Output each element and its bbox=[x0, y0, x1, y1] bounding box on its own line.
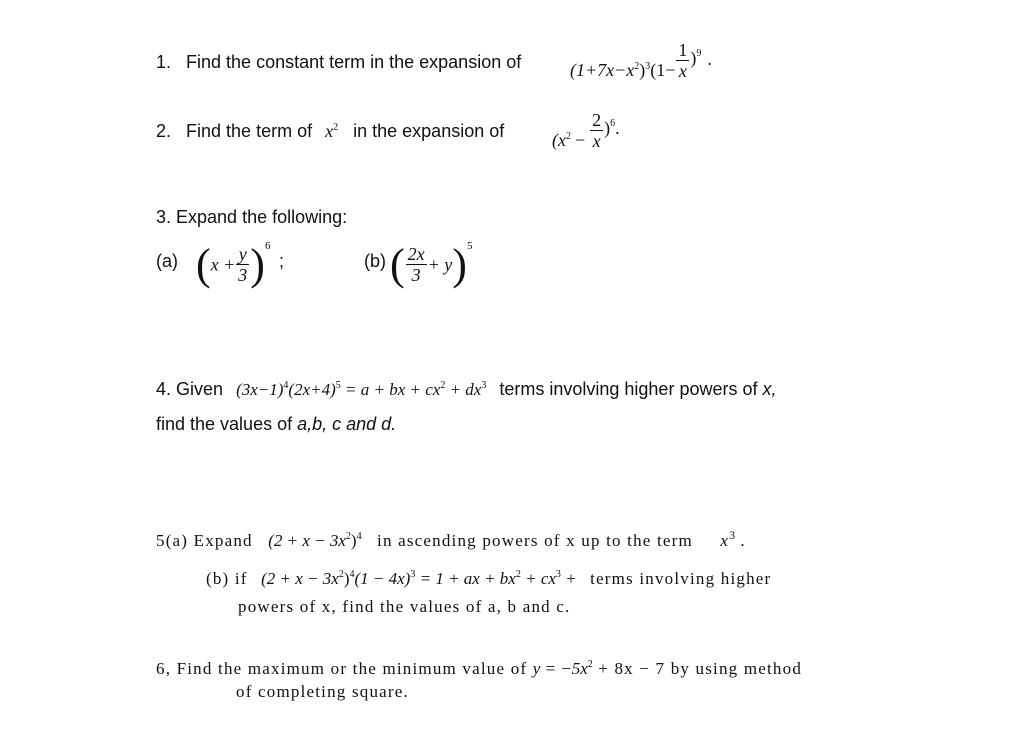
q3-a-expression: (x + $\frac{y}{3}$ )$^6$ bbox=[196, 239, 271, 289]
q4-exp2: 2 bbox=[440, 380, 446, 391]
q5-a-term bbox=[720, 528, 737, 550]
q3-b-frac-den: 3 bbox=[411, 265, 421, 286]
q1-text: Find the constant term in the expansion of bbox=[186, 52, 522, 72]
q5-b-expr: (2 + x − 3x bbox=[261, 569, 339, 588]
q2-frac-num: 2 bbox=[592, 110, 602, 130]
q5-b-exp4: 4 bbox=[349, 569, 355, 580]
q1-fraction bbox=[676, 40, 689, 81]
q4-expr-a: (3x−1) bbox=[236, 380, 284, 399]
q4-suffix-var: x, bbox=[762, 379, 777, 399]
question-5a bbox=[156, 528, 746, 551]
q6-line2: of completing square. bbox=[236, 682, 409, 701]
q3-b-expr: + y bbox=[427, 254, 453, 275]
q4-exp3: 3 bbox=[481, 380, 487, 391]
q4-line2 bbox=[156, 414, 396, 435]
q2-term-exp: 2 bbox=[333, 122, 339, 133]
question-4 bbox=[156, 379, 777, 400]
q3-a-frac-num: y bbox=[236, 244, 249, 265]
q4-expression bbox=[236, 380, 486, 399]
q5-a-expr: (2 + x − 3x bbox=[268, 531, 346, 550]
q5-b-expr4: + cx bbox=[525, 569, 556, 588]
q1-exp3: 3 bbox=[645, 60, 651, 72]
q5-b-expression: $(2 + x - 3x^2)^4(1 - 4x)^3 = 1$ + ax + $bx^2 + cx^3$ + bbox=[261, 569, 577, 588]
q3-heading: 3. Expand the following: bbox=[156, 207, 348, 227]
q4-prefix: 4. Given bbox=[156, 379, 224, 399]
q5-a-term-base: x bbox=[720, 531, 730, 550]
q3-b-expression: ( $\frac{2x}{3}$ + y)$^5$ bbox=[390, 239, 473, 289]
q2-text2: in the expansion of bbox=[353, 121, 505, 141]
q4-expr-c: = a + bx + cx bbox=[345, 380, 441, 399]
q5-b-exp2b: 2 bbox=[515, 569, 521, 580]
q2-tail: . bbox=[615, 117, 620, 138]
q1-exp2: 2 bbox=[634, 60, 640, 72]
q2-exp6: 6 bbox=[610, 117, 616, 129]
q4-exp4: 4 bbox=[283, 380, 289, 391]
q5-b-exp2: 2 bbox=[338, 569, 344, 580]
question-2 bbox=[156, 121, 504, 142]
q5-b-line2: powers of x, find the values of a, b and c. bbox=[238, 597, 571, 616]
q5-a-term-exp: 3 bbox=[729, 528, 737, 542]
q4-expr-d: + dx bbox=[449, 380, 482, 399]
q4-line2-vars: a,b, c and d. bbox=[297, 414, 397, 434]
q3-a-label: (a) bbox=[156, 251, 178, 271]
q2-exp2: 2 bbox=[565, 130, 571, 142]
q1-number: 1. bbox=[156, 52, 172, 72]
q5-a-tail: . bbox=[740, 531, 746, 550]
q3-a-frac-den: 3 bbox=[238, 265, 248, 286]
q2-expr-left: (x bbox=[552, 129, 566, 150]
question-1 bbox=[156, 52, 521, 73]
q5-b-expr2: (1 − 4x) bbox=[354, 569, 411, 588]
q3-b-frac-num: 2x bbox=[407, 244, 425, 265]
q5-b-text: terms involving higher bbox=[590, 569, 772, 588]
q2-fraction bbox=[590, 110, 603, 151]
q5-a-text: in ascending powers of x up to the term bbox=[377, 531, 693, 550]
q1-exp9: 9 bbox=[696, 47, 702, 59]
q3-a-exp: 6 bbox=[264, 240, 271, 252]
q6-eq-rest: + 8x − 7 by using method bbox=[598, 659, 803, 678]
q2-minus: − bbox=[574, 129, 586, 150]
q1-frac-den: x bbox=[678, 61, 687, 81]
q4-expr-b: (2x+4) bbox=[288, 380, 336, 399]
question-6 bbox=[156, 659, 802, 679]
q6-equation bbox=[533, 659, 593, 678]
q2-term-base: x bbox=[325, 121, 334, 141]
q5-b-prefix: (b) if bbox=[206, 569, 248, 588]
q3-part-a bbox=[156, 240, 284, 300]
q3-a-tail: ; bbox=[278, 251, 284, 271]
q1-tail: . bbox=[707, 48, 712, 69]
q2-number: 2. bbox=[156, 121, 172, 141]
q5-a-exp2: 2 bbox=[345, 531, 351, 542]
q2-expression: ($x^2$ − $\frac{2}{x}$ )$^6$. bbox=[552, 110, 620, 151]
q3-b-label: (b) bbox=[364, 251, 386, 271]
q3-part-b bbox=[364, 240, 472, 300]
q1-frac-num: 1 bbox=[678, 40, 688, 60]
q3-a-expr: x + bbox=[210, 254, 236, 275]
q5-b-exp3b: 3 bbox=[555, 569, 561, 580]
q3-b-fraction bbox=[406, 244, 427, 285]
q3-b-exp: 5 bbox=[466, 240, 473, 252]
q5-a-expression: $(2 + x - 3x^2)^4$ bbox=[268, 531, 362, 550]
q2-text: Find the term of bbox=[186, 121, 313, 141]
q5-b-expr3: = 1 + ax + bx bbox=[419, 569, 516, 588]
q5-b-expr5: + bbox=[565, 569, 577, 588]
q4-suffix: terms involving higher powers of bbox=[499, 379, 758, 399]
q2-term bbox=[325, 121, 338, 141]
q5-b-exp3: 3 bbox=[410, 569, 416, 580]
q1-expr-left: (1+7x−x bbox=[570, 59, 635, 80]
q5-a-exp4: 4 bbox=[356, 531, 362, 542]
q4-exp5: 5 bbox=[335, 380, 341, 391]
q6-eq: y = −5x bbox=[532, 659, 588, 678]
question-5b bbox=[206, 569, 771, 589]
q5-a-prefix: 5(a) Expand bbox=[156, 531, 253, 550]
q1-expression: $(1+7x-x^2)^3(1-$ $\frac{1}{x}$ )$^9$ . bbox=[570, 40, 712, 81]
q4-line2-prefix: find the values of bbox=[156, 414, 293, 434]
q6-eq-exp: 2 bbox=[587, 659, 593, 670]
q6-line1-prefix: 6, Find the maximum or the minimum value of bbox=[156, 659, 528, 678]
q3-a-fraction bbox=[236, 244, 249, 285]
q1-expr-mid: (1− bbox=[650, 59, 676, 80]
q2-frac-den: x bbox=[592, 131, 601, 151]
